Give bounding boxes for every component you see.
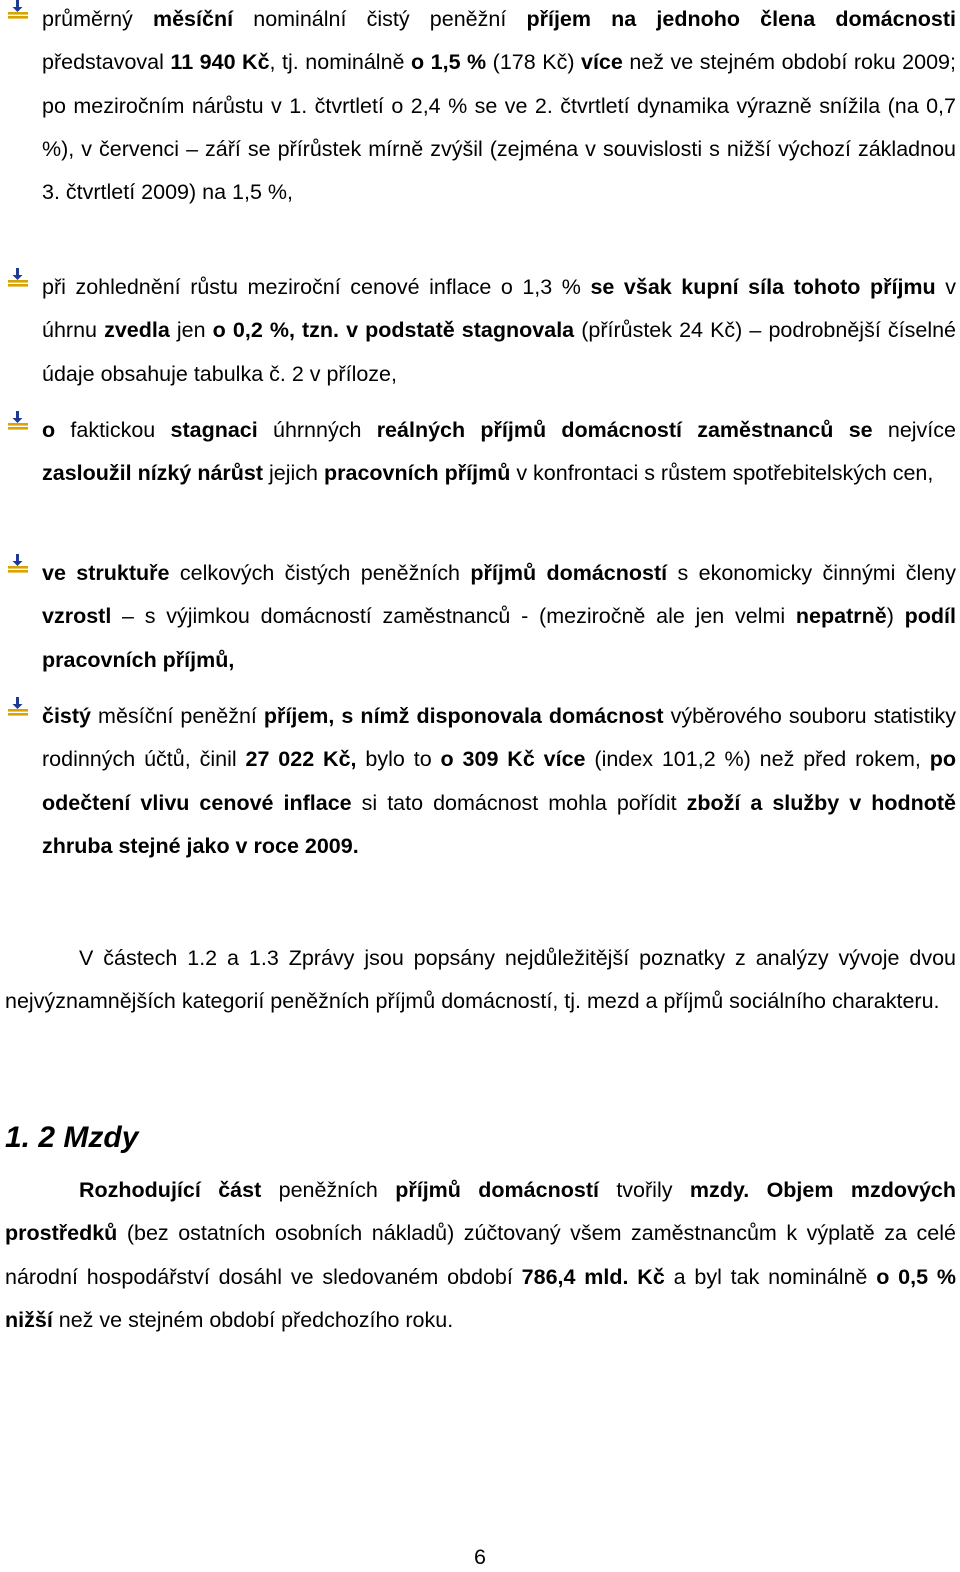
paragraph-text: V částech 1.2 a 1.3 Zprávy jsou popsány nejdůležitější poznatky z analýzy vývoje dvou nejvýznamnějších kategorií peněžních příjmů domácností, tj. mezd a příjmů sociálního charakteru. bbox=[5, 946, 956, 1014]
section-heading: 1. 2 Mzdy bbox=[5, 1121, 139, 1154]
arrow-down-bullet-icon bbox=[6, 266, 30, 288]
bullet-text: čistý měsíční peněžní příjem, s nímž disponovala domácnost výběrového souboru statistiky rodinných účtů, činil 27 022 Kč, bylo to o 309 Kč více (index 101,2 %) než před rokem, po odečtení vlivu cenové inflace si tato domácnost mohla pořídit zboží a služby v hodnotě zhruba stejné jako v roce 2009. bbox=[42, 704, 957, 858]
bullet-text: o faktickou stagnaci úhrnných reálných příjmů domácností zaměstnanců se nejvíce zasloužil nízký nárůst jejich pracovních příjmů v konfrontaci s růstem spotřebitelských cen, bbox=[42, 418, 956, 486]
arrow-down-bullet-icon bbox=[6, 0, 30, 20]
bullet-text: ve struktuře celkových čistých peněžních příjmů domácností s ekonomicky činnými členy vzrostl – s výjimkou domácností zaměstnanců - (meziročně ale jen velmi nepatrně) podíl pracovních příjmů, bbox=[42, 561, 957, 672]
paragraph-text: Rozhodující část peněžních příjmů domácností tvořily mzdy. Objem mzdových prostředků (bez ostatních osobních nákladů) zúčtovaný všem zaměstnancům k výplatě za celé národní hospodářství dosáhl ve sledovaném období 786,4 mld. Kč a byl tak nominálně o 0,5 % nižší než ve stejném období předchozího roku. bbox=[5, 1178, 956, 1332]
arrow-down-bullet-icon bbox=[6, 695, 30, 717]
page-number: 6 bbox=[474, 1545, 486, 1569]
intro-paragraph bbox=[5, 937, 956, 1024]
bullet-text: při zohlednění růstu meziroční cenové inflace o 1,3 % se však kupní síla tohoto příjmu v úhrnu zvedla jen o 0,2 %, tzn. v podstatě stagnovala (přírůstek 24 Kč) – podrobnější číselné údaje obsahuje tabulka č. 2 v příloze, bbox=[42, 275, 957, 386]
wages-paragraph bbox=[5, 1169, 956, 1342]
bullet-item-4 bbox=[6, 552, 956, 682]
bullet-item-3 bbox=[6, 409, 956, 496]
bullet-item-2 bbox=[6, 266, 956, 396]
bullet-item-1 bbox=[6, 0, 956, 214]
bullet-text: průměrný měsíční nominální čistý peněžní příjem na jednoho člena domácnosti představoval 11 940 Kč, tj. nominálně o 1,5 % (178 Kč) více než ve stejném období roku 2009; po meziročním nárůstu v 1. čtvrtletí o 2,4 % se ve 2. čtvrtletí dynamika výrazně snížila (na 0,7 %), v červenci – září se přírůstek mírně zvýšil (zejména v souvislosti s nižší výchozí základnou 3. čtvrtletí 2009) na 1,5 %, bbox=[42, 7, 956, 205]
arrow-down-bullet-icon bbox=[6, 552, 30, 574]
arrow-down-bullet-icon bbox=[6, 409, 30, 431]
bullet-item-5 bbox=[6, 695, 956, 868]
